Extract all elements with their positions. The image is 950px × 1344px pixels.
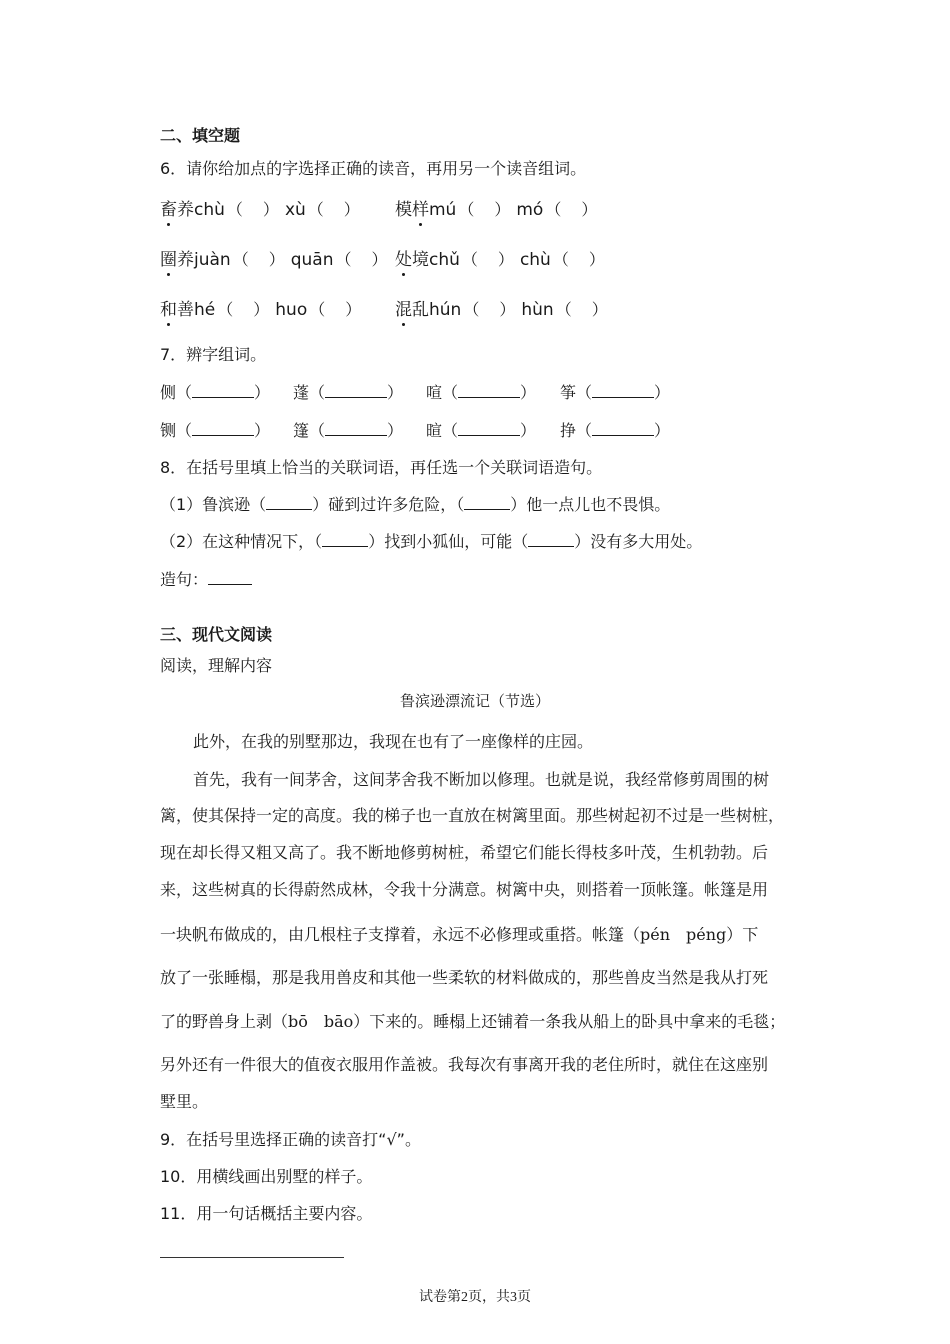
paren-close: ） xyxy=(654,421,671,440)
paren-open: （ xyxy=(461,250,478,269)
paren-close: ） xyxy=(497,250,514,269)
passage-line: 篱，使其保持一定的高度。我的梯子也一直放在树篱里面。那些树起初不过是一些树桩， xyxy=(160,806,785,825)
paren-open: （ xyxy=(463,300,480,319)
answer-paren[interactable] xyxy=(227,200,279,219)
paren-open: （ xyxy=(309,383,326,402)
q7-char: 筝 xyxy=(560,383,577,402)
q8-item1-part-b: ）碰到过许多危险，（ xyxy=(312,495,465,514)
dotted-char: 圈 xyxy=(160,245,177,270)
q7-blank[interactable] xyxy=(192,382,254,398)
q6-word xyxy=(395,250,429,270)
word-char: 境 xyxy=(412,250,429,270)
q8-item-2 xyxy=(160,529,702,552)
q7-item xyxy=(293,418,403,441)
answer-paren[interactable] xyxy=(462,250,514,269)
q7-char: 暄 xyxy=(426,421,443,440)
q8-prompt: 8．在括号里填上恰当的关联词语，再任选一个关联词语造句。 xyxy=(160,458,603,477)
paren-open: （ xyxy=(226,200,243,219)
dotted-char: 和 xyxy=(160,295,177,320)
paren-open: （ xyxy=(576,383,593,402)
q8-make-sentence xyxy=(160,567,252,590)
pinyin-option: hún xyxy=(429,300,462,320)
paren-close: ） xyxy=(268,250,285,269)
answer-paren[interactable] xyxy=(308,200,360,219)
passage-line: 一块帆布做成的，由几根柱子支撑着，永远不必修理或重搭。帐篷（pén péng）下 xyxy=(160,925,759,944)
q8-item2-part-c: ）没有多大用处。 xyxy=(574,532,703,551)
q6-word xyxy=(160,300,194,320)
paren-open: （ xyxy=(232,250,249,269)
pinyin-option: quān xyxy=(290,250,334,270)
q6-word xyxy=(395,300,429,320)
pinyin-option: chù xyxy=(194,200,225,220)
q8-item1-part-a: （1）鲁滨逊（ xyxy=(160,495,267,514)
make-sentence-blank[interactable] xyxy=(208,569,252,585)
paren-close: ） xyxy=(262,200,279,219)
passage-line: 此外，在我的别墅那边，我现在也有了一座像样的庄园。 xyxy=(193,732,594,751)
answer-paren[interactable] xyxy=(336,250,388,269)
paren-open: （ xyxy=(176,421,193,440)
q7-char: 喧 xyxy=(426,383,443,402)
pinyin-option: mó xyxy=(516,200,544,220)
dotted-char: 混 xyxy=(395,295,412,320)
pinyin-option: hùn xyxy=(521,300,554,320)
paren-close: ） xyxy=(499,300,516,319)
paren-close: ） xyxy=(343,200,360,219)
make-sentence-label: 造句： xyxy=(160,570,209,589)
q7-char: 铡 xyxy=(160,421,177,440)
section-3-title: 三、现代文阅读 xyxy=(160,625,273,644)
word-char: 模 xyxy=(395,200,412,220)
q9-prompt: 9．在括号里选择正确的读音打“√”。 xyxy=(160,1130,421,1149)
paren-close: ） xyxy=(581,200,598,219)
pinyin-option: xù xyxy=(284,200,306,220)
passage-line: 首先，我有一间茅舍，这间茅舍我不断加以修理。也就是说，我经常修剪周围的树 xyxy=(193,770,770,789)
q8-item1-blank-1[interactable] xyxy=(266,494,312,510)
paren-open: （ xyxy=(442,383,459,402)
q7-char: 篷 xyxy=(293,421,310,440)
passage-line: 来，这些树真的长得蔚然成林，令我十分满意。树篱中央，则搭着一顶帐篷。帐篷是用 xyxy=(160,880,769,899)
q6-word-1-1 xyxy=(395,245,605,270)
paren-close: ） xyxy=(254,421,271,440)
passage-line: 另外还有一件很大的值夜衣服用作盖被。我每次有事离开我的老住所时，就住在这座别 xyxy=(160,1055,769,1074)
q6-word-0-0 xyxy=(160,195,360,220)
q7-blank[interactable] xyxy=(592,420,654,436)
q7-blank[interactable] xyxy=(325,382,387,398)
dotted-char: 畜 xyxy=(160,195,177,220)
q7-item xyxy=(426,418,536,441)
pinyin-option: chǔ xyxy=(429,250,460,270)
pinyin-option: chù xyxy=(519,250,551,270)
q7-item xyxy=(426,380,536,403)
paren-open: （ xyxy=(309,300,326,319)
paren-open: （ xyxy=(552,250,569,269)
q11-prompt: 11．用一句话概括主要内容。 xyxy=(160,1204,373,1223)
reading-intro: 阅读，理解内容 xyxy=(160,656,273,675)
paren-close: ） xyxy=(253,300,270,319)
answer-paren[interactable] xyxy=(217,300,269,319)
pinyin-option: huo xyxy=(275,300,308,320)
q7-prompt: 7．辨字组词。 xyxy=(160,345,267,364)
q8-item2-blank-2[interactable] xyxy=(528,531,574,547)
paren-close: ） xyxy=(654,383,671,402)
q8-item2-part-b: ）找到小狐仙，可能（ xyxy=(368,532,529,551)
pinyin-option: hé xyxy=(194,300,216,320)
paren-close: ） xyxy=(345,300,362,319)
q7-char: 蓬 xyxy=(293,383,310,402)
paren-open: （ xyxy=(545,200,562,219)
paren-open: （ xyxy=(458,200,475,219)
q6-word-2-1 xyxy=(395,295,608,320)
q7-item xyxy=(560,380,670,403)
paren-close: ） xyxy=(520,421,537,440)
q6-word-0-1 xyxy=(395,195,597,220)
passage-title: 鲁滨逊漂流记（节选） xyxy=(399,692,550,710)
paren-close: ） xyxy=(588,250,605,269)
q6-word-2-0 xyxy=(160,295,361,320)
passage-line: 墅里。 xyxy=(160,1092,209,1111)
word-char: 养 xyxy=(177,250,194,270)
pinyin-option: juàn xyxy=(194,250,231,270)
section-2-title: 二、填空题 xyxy=(160,126,241,145)
q8-item-1 xyxy=(160,492,670,515)
q7-char: 挣 xyxy=(560,421,577,440)
word-char: 善 xyxy=(177,300,194,320)
paren-open: （ xyxy=(307,200,324,219)
paren-open: （ xyxy=(442,421,459,440)
q7-item xyxy=(293,380,403,403)
q7-item xyxy=(160,418,270,441)
q7-blank[interactable] xyxy=(192,420,254,436)
passage-line: 现在却长得又粗又高了。我不断地修剪树桩，希望它们能长得枝多叶茂，生机勃勃。后 xyxy=(160,843,769,862)
paren-close: ） xyxy=(494,200,511,219)
page-footer: 试卷第2页，共3页 xyxy=(419,1290,531,1305)
paren-open: （ xyxy=(335,250,352,269)
q6-word-1-0 xyxy=(160,245,388,270)
q7-blank[interactable] xyxy=(458,420,520,436)
q8-item2-part-a: （2）在这种情况下，（ xyxy=(160,532,323,551)
word-char: 养 xyxy=(177,200,194,220)
paren-open: （ xyxy=(555,300,572,319)
paren-close: ） xyxy=(520,383,537,402)
paren-close: ） xyxy=(254,383,271,402)
answer-paren[interactable] xyxy=(545,200,597,219)
answer-paren[interactable] xyxy=(458,200,510,219)
answer-paren[interactable] xyxy=(463,300,515,319)
q6-word xyxy=(160,200,194,220)
paren-close: ） xyxy=(591,300,608,319)
q6-prompt: 6．请你给加点的字选择正确的读音，再用另一个读音组词。 xyxy=(160,159,587,178)
paren-open: （ xyxy=(217,300,234,319)
q7-blank[interactable] xyxy=(458,382,520,398)
q7-item xyxy=(160,380,270,403)
passage-line: 放了一张睡榻，那是我用兽皮和其他一些柔软的材料做成的，那些兽皮当然是我从打死 xyxy=(160,968,769,987)
passage-line: 了的野兽身上剥（bō bāo）下来的。睡榻上还铺着一条我从船上的卧具中拿来的毛毯； xyxy=(160,1012,786,1031)
q8-item1-part-c: ）他一点儿也不畏惧。 xyxy=(510,495,671,514)
paren-close: ） xyxy=(371,250,388,269)
paren-close: ） xyxy=(387,383,404,402)
q7-blank[interactable] xyxy=(592,382,654,398)
dotted-char: 样 xyxy=(412,195,429,220)
answer-paren[interactable] xyxy=(233,250,285,269)
answer-paren[interactable] xyxy=(553,250,605,269)
answer-paren[interactable] xyxy=(556,300,608,319)
q7-item xyxy=(560,418,670,441)
answer-paren[interactable] xyxy=(309,300,361,319)
dotted-char: 处 xyxy=(395,245,412,270)
q7-char: 侧 xyxy=(160,383,177,402)
q6-word xyxy=(395,200,429,220)
paren-close: ） xyxy=(387,421,404,440)
answer-line[interactable] xyxy=(160,1257,344,1258)
q8-item1-blank-2[interactable] xyxy=(464,494,510,510)
paren-open: （ xyxy=(309,421,326,440)
q6-word xyxy=(160,250,194,270)
q8-item2-blank-1[interactable] xyxy=(322,531,368,547)
q7-blank[interactable] xyxy=(325,420,387,436)
word-char: 乱 xyxy=(412,300,429,320)
paren-open: （ xyxy=(576,421,593,440)
pinyin-option: mú xyxy=(429,200,457,220)
paren-open: （ xyxy=(176,383,193,402)
q10-prompt: 10．用横线画出别墅的样子。 xyxy=(160,1167,373,1186)
